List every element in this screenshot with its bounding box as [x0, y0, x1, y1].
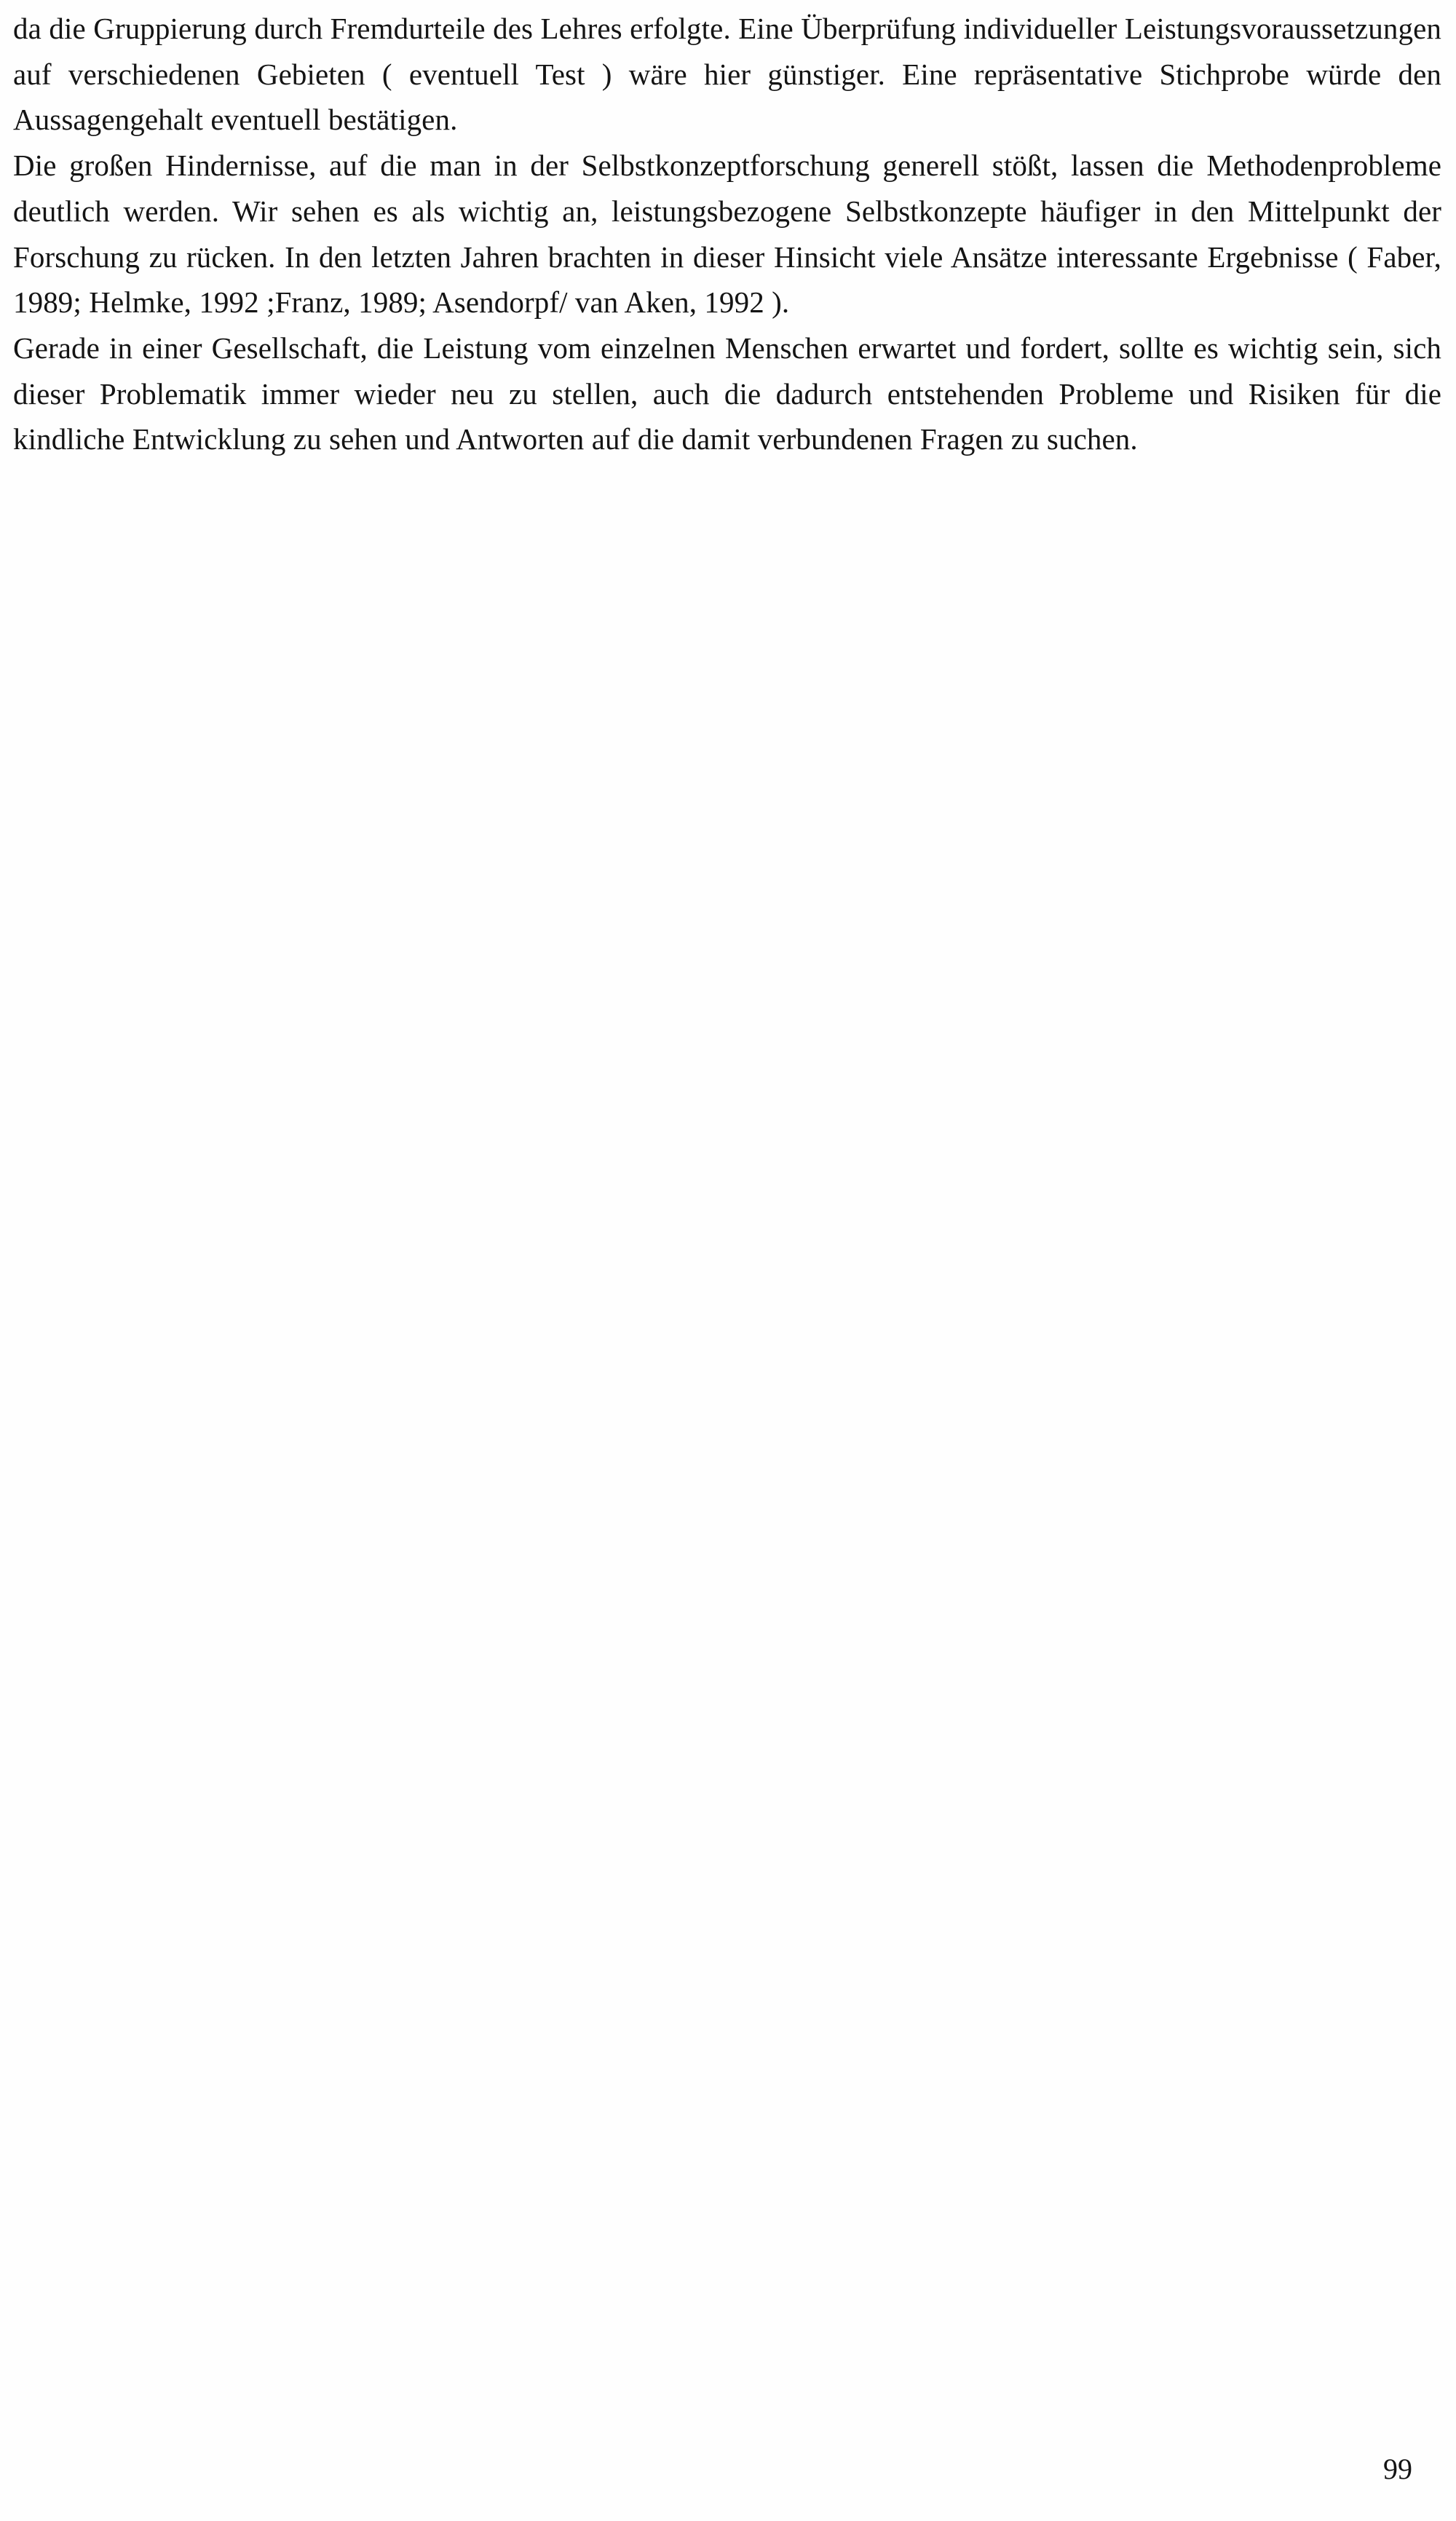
paragraph-2: Die großen Hindernisse, auf die man in der Selbstkonzeptforschung generell stößt, lassen die Methodenprobleme deutlich werden. Wir sehen es als wichtig an, leistungsbezogene Selbstkonzepte häufiger in den Mittelpunkt der Forschung zu rücken. In den letzten Jahren brachten in dieser Hinsicht viele Ansätze interessante Ergebnisse ( Faber, 1989; Helmke, 1992 ;Franz, 1989; Asendorpf/ van Aken, 1992 ).: [13, 149, 1441, 320]
paragraph-1: da die Gruppierung durch Fremdurteile des Lehres erfolgte. Eine Überprüfung individueller Leistungsvoraussetzungen auf verschiedenen Gebieten ( eventuell Test ) wäre hier günstiger. Eine repräsentative Stichprobe würde den Aussagengehalt eventuell bestätigen.: [13, 12, 1441, 137]
page-number: 99: [1383, 2453, 1412, 2485]
body-text-column: [13, 0, 1441, 462]
paragraph-3: Gerade in einer Gesellschaft, die Leistung vom einzelnen Menschen erwartet und fordert, sollte es wichtig sein, sich dieser Problematik immer wieder neu zu stellen, auch die dadurch entstehenden Probleme und Risiken für die kindliche Entwicklung zu sehen und Antworten auf die damit verbundenen Fragen zu suchen.: [13, 331, 1441, 456]
